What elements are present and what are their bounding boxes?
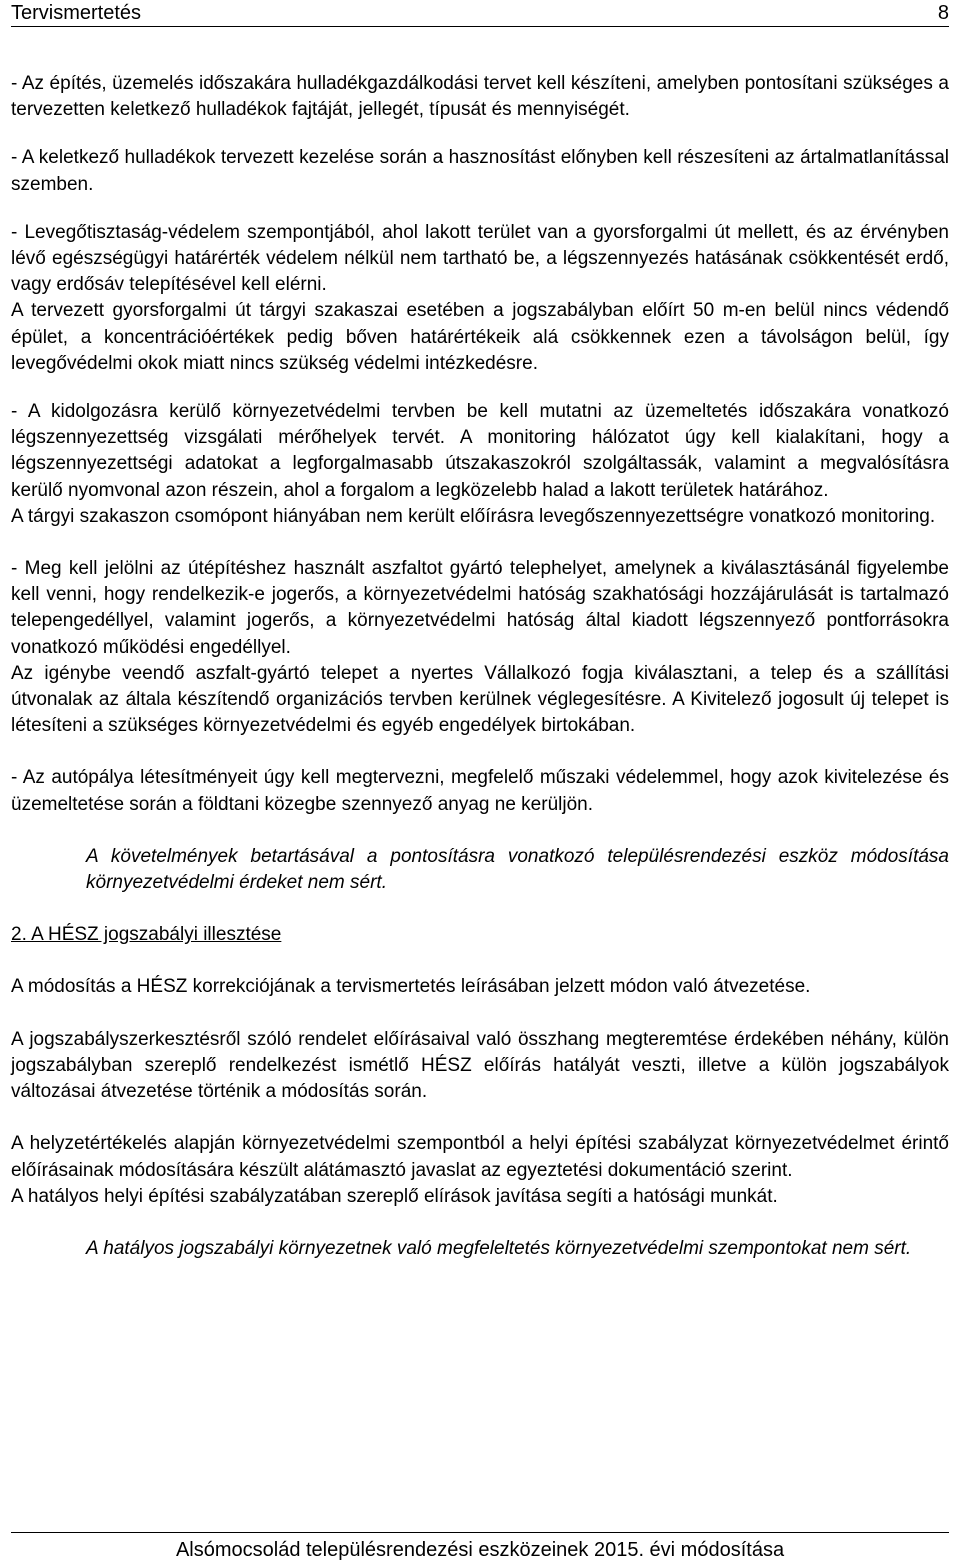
paragraph-asphalt-contractor: Az igénybe veendő aszfalt-gyártó telepet a nyertes Vállalkozó fogja kiválasztani, a telep és a szállítási útvonalak az általa készítendő organizációs tervben kerülnek véglegesítésre. A Kivitelező jogosult új telepet is létesíteni a szükséges környezetvédelmi és egyéb engedélyek birtokában.	[11, 662, 949, 737]
paragraph-legislation-harmony: A jogszabályszerkesztésről szóló rendelet előírásaival való összhang megteremtése érdekében néhány, külön jogszabályban szereplő rendelkezést ismétlő HÉSZ előírás hatályát veszti, illetve a külön jogszabályok változásai átvezetése történik a módosítás során.	[11, 1028, 949, 1103]
page-number: 8	[937, 2, 949, 24]
page-header	[11, 0, 949, 27]
paragraph-air-distance: A tervezett gyorsforgalmi út tárgyi szakaszai esetében a jogszabályban előírt 50 m-en belül nincs védendő épület, a koncentrációértékek pedig bőven határértékeik alá csökkennek ezen a távolságon belül, így levegővédelmi okok miatt nincs szükség védelmi intézkedésre.	[11, 300, 949, 374]
page-footer	[11, 1532, 949, 1563]
conclusion-compliance: A hatályos jogszabályi környezetnek való megfeleltetés környezetvédelmi szempontokat nem sért.	[86, 1237, 912, 1259]
paragraph-hesz-correction: A módosítás a HÉSZ korrekciójának a tervismertetés leírásában jelzett módon való átvezetése.	[11, 976, 811, 998]
paragraph-waste-plan: - Az építés, üzemelés időszakára hulladékgazdálkodási tervet kell készíteni, amelyben pontosítani szükséges a tervezetten keletkező hulladékok fajtáját, jellegét, típusát és mennyiségét.	[11, 73, 949, 121]
conclusion-requirements: A követelmények betartásával a pontosításra vonatkozó településrendezési eszköz módosítása környezetvédelmi érdeket nem sért.	[86, 845, 949, 894]
paragraph-soil-protection: - Az autópálya létesítményeit úgy kell megtervezni, megfelelő műszaki védelemmel, hogy azok kivitelezése és üzemeltetése során a földtani közegbe szennyező anyag ne kerüljön.	[11, 767, 949, 815]
paragraph-monitoring-none: A tárgyi szakaszon csomópont hiányában nem került előírásra levegőszennyezettségre vonatkozó monitoring.	[11, 505, 936, 527]
footer-text: Alsómocsolád településrendezési eszközeinek 2015. évi módosítása	[175, 1539, 785, 1561]
paragraph-situation-assessment: A helyzetértékelés alapján környezetvédelmi szempontból a helyi építési szabályzat környezetvédelmet érintő előírásainak módosítására készült alátámasztó javaslat az egyeztetési dokumentáció szerint.	[11, 1133, 949, 1181]
document-title: Tervismertetés	[11, 2, 142, 24]
paragraph-monitoring-plan: - A kidolgozásra kerülő környezetvédelmi tervben be kell mutatni az üzemeltetés időszakára vonatkozó légszennyezettség vizsgálati mérőhelyek tervét. A monitoring hálózatot úgy kell kialakítani, hogy a légszennyezettségi adatokat a legforgalmasabb útszakaszokról szolgáltassák, valamint a megvalósításra kerülő nyomvonal azon részein, ahol a forgalom a legközelebb halad a lakott területek határához.	[11, 401, 949, 501]
paragraph-asphalt-plant: - Meg kell jelölni az útépítéshez használt aszfaltot gyártó telephelyet, amelynek a kiválasztásánál figyelembe kell venni, hogy rendelkezik-e jogerős, a környezetvédelmi hatóság szakhatósági hozzájárulását is tartalmazó telepengedéllyel, valamint jogerős, a környezetvédelmi hatóság által kiadott légszennyező pontforrásokra vonatkozó működési engedéllyel.	[11, 558, 949, 658]
paragraph-typo-correction: A hatályos helyi építési szabályzatában szereplő elírások javítása segíti a hatósági munkát.	[11, 1185, 778, 1207]
paragraph-air-protection: - Levegőtisztaság-védelem szempontjából, ahol lakott terület van a gyorsforgalmi út mellett, és az érvényben lévő egészségügyi határérték védelem nélkül nem tartható be, a légszennyezés hatásának csökkentését erdő, vagy erdősáv telepítésével kell elérni.	[11, 221, 949, 296]
section-heading: 2. A HÉSZ jogszabályi illesztése	[11, 924, 282, 946]
document-body	[11, 71, 949, 1262]
paragraph-waste-utilization: - A keletkező hulladékok tervezett kezelése során a hasznosítást előnyben kell részesíteni az ártalmatlanítással szemben.	[11, 147, 949, 195]
